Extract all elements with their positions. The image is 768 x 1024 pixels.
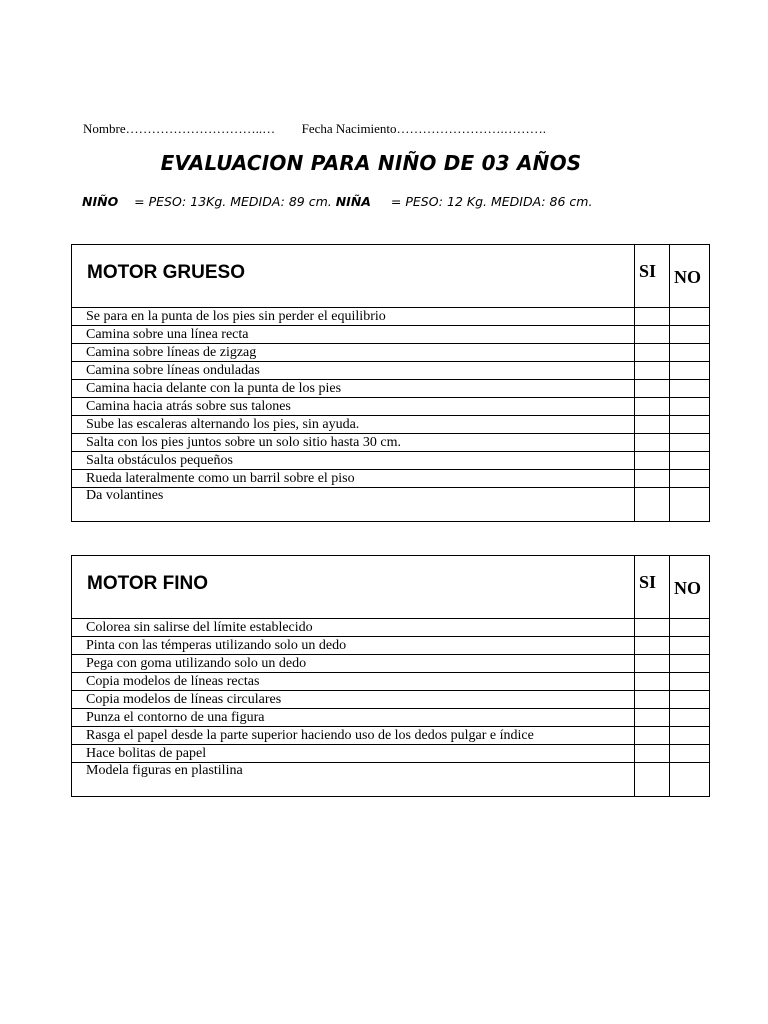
- motor-fino-table: [71, 555, 710, 797]
- no-checkbox-cell[interactable]: [670, 344, 710, 362]
- motor-fino-title: MOTOR FINO: [87, 573, 209, 594]
- si-checkbox-cell[interactable]: [635, 727, 670, 745]
- motor-fino-title-cell: [72, 556, 635, 619]
- no-checkbox-cell[interactable]: [670, 655, 710, 673]
- no-checkbox-cell[interactable]: [670, 727, 710, 745]
- nino-label: NIÑO: [82, 194, 119, 209]
- checklist-item-label: Hace bolitas de papel: [72, 745, 635, 763]
- checklist-row: [72, 637, 710, 655]
- checklist-row: [72, 655, 710, 673]
- no-checkbox-cell[interactable]: [670, 416, 710, 434]
- fecha-nacimiento-field-label: Fecha Nacimiento…………………….……….: [301, 121, 547, 136]
- si-checkbox-cell[interactable]: [635, 308, 670, 326]
- checklist-item-label: Rasga el papel desde la parte superior haciendo uso de los dedos pulgar e índice: [72, 727, 635, 745]
- checklist-row: [72, 727, 710, 745]
- nina-label: NIÑA: [335, 194, 371, 209]
- checklist-item-label: Modela figuras en plastilina: [72, 763, 635, 797]
- checklist-row: [72, 362, 710, 380]
- checklist-row: [72, 434, 710, 452]
- si-checkbox-cell[interactable]: [635, 434, 670, 452]
- checklist-row: [72, 326, 710, 344]
- no-header: NO: [674, 267, 701, 287]
- checklist-item-label: Se para en la punta de los pies sin perder el equilibrio: [72, 308, 635, 326]
- no-header: NO: [674, 578, 701, 598]
- checklist-row: [72, 488, 710, 522]
- nombre-field-label: Nombre…………………………..…: [83, 121, 276, 136]
- si-header: SI: [639, 261, 657, 281]
- no-checkbox-cell[interactable]: [670, 308, 710, 326]
- no-checkbox-cell[interactable]: [670, 691, 710, 709]
- checklist-row: [72, 691, 710, 709]
- checklist-row: [72, 619, 710, 637]
- no-header-cell: [670, 245, 710, 308]
- si-checkbox-cell[interactable]: [635, 691, 670, 709]
- si-header-cell: [635, 245, 670, 308]
- checklist-item-label: Camina sobre líneas onduladas: [72, 362, 635, 380]
- checklist-item-label: Camina hacia atrás sobre sus talones: [72, 398, 635, 416]
- motor-grueso-table: [71, 244, 710, 522]
- no-checkbox-cell[interactable]: [670, 763, 710, 797]
- checklist-item-label: Colorea sin salirse del límite establecido: [72, 619, 635, 637]
- checklist-item-label: Rueda lateralmente como un barril sobre el piso: [72, 470, 635, 488]
- checklist-item-label: Salta obstáculos pequeños: [72, 452, 635, 470]
- header-fields: [83, 121, 546, 137]
- checklist-row: [72, 763, 710, 797]
- no-checkbox-cell[interactable]: [670, 619, 710, 637]
- si-checkbox-cell[interactable]: [635, 655, 670, 673]
- nina-measures: = PESO: 12 Kg. MEDIDA: 86 cm.: [390, 194, 593, 209]
- checklist-item-label: Camina sobre una línea recta: [72, 326, 635, 344]
- no-checkbox-cell[interactable]: [670, 470, 710, 488]
- si-header-cell: [635, 556, 670, 619]
- checklist-item-label: Sube las escaleras alternando los pies, sin ayuda.: [72, 416, 635, 434]
- checklist-row: [72, 308, 710, 326]
- si-checkbox-cell[interactable]: [635, 398, 670, 416]
- checklist-row: [72, 344, 710, 362]
- document-title: EVALUACION PARA NIÑO DE 03 AÑOS: [160, 151, 582, 175]
- si-checkbox-cell[interactable]: [635, 745, 670, 763]
- checklist-row: [72, 452, 710, 470]
- si-checkbox-cell[interactable]: [635, 362, 670, 380]
- checklist-item-label: Copia modelos de líneas rectas: [72, 673, 635, 691]
- checklist-item-label: Copia modelos de líneas circulares: [72, 691, 635, 709]
- si-checkbox-cell[interactable]: [635, 344, 670, 362]
- reference-measures: [82, 194, 592, 209]
- checklist-row: [72, 470, 710, 488]
- no-checkbox-cell[interactable]: [670, 709, 710, 727]
- no-header-cell: [670, 556, 710, 619]
- no-checkbox-cell[interactable]: [670, 745, 710, 763]
- si-checkbox-cell[interactable]: [635, 326, 670, 344]
- no-checkbox-cell[interactable]: [670, 434, 710, 452]
- checklist-row: [72, 745, 710, 763]
- si-checkbox-cell[interactable]: [635, 637, 670, 655]
- checklist-item-label: Pega con goma utilizando solo un dedo: [72, 655, 635, 673]
- motor-grueso-title: MOTOR GRUESO: [87, 262, 245, 283]
- nino-measures: = PESO: 13Kg. MEDIDA: 89 cm.: [134, 194, 332, 209]
- no-checkbox-cell[interactable]: [670, 398, 710, 416]
- no-checkbox-cell[interactable]: [670, 637, 710, 655]
- si-checkbox-cell[interactable]: [635, 452, 670, 470]
- checklist-row: [72, 398, 710, 416]
- si-checkbox-cell[interactable]: [635, 709, 670, 727]
- checklist-item-label: Da volantines: [72, 488, 635, 522]
- checklist-item-label: Camina sobre líneas de zigzag: [72, 344, 635, 362]
- no-checkbox-cell[interactable]: [670, 673, 710, 691]
- si-checkbox-cell[interactable]: [635, 470, 670, 488]
- checklist-row: [72, 416, 710, 434]
- checklist-item-label: Salta con los pies juntos sobre un solo sitio hasta 30 cm.: [72, 434, 635, 452]
- si-checkbox-cell[interactable]: [635, 619, 670, 637]
- checklist-row: [72, 380, 710, 398]
- si-checkbox-cell[interactable]: [635, 380, 670, 398]
- motor-grueso-title-cell: [72, 245, 635, 308]
- si-checkbox-cell[interactable]: [635, 416, 670, 434]
- si-checkbox-cell[interactable]: [635, 673, 670, 691]
- no-checkbox-cell[interactable]: [670, 326, 710, 344]
- no-checkbox-cell[interactable]: [670, 488, 710, 522]
- si-checkbox-cell[interactable]: [635, 763, 670, 797]
- checklist-row: [72, 673, 710, 691]
- si-checkbox-cell[interactable]: [635, 488, 670, 522]
- no-checkbox-cell[interactable]: [670, 380, 710, 398]
- checklist-item-label: Camina hacia delante con la punta de los pies: [72, 380, 635, 398]
- no-checkbox-cell[interactable]: [670, 452, 710, 470]
- no-checkbox-cell[interactable]: [670, 362, 710, 380]
- checklist-row: [72, 709, 710, 727]
- checklist-item-label: Punza el contorno de una figura: [72, 709, 635, 727]
- si-header: SI: [639, 572, 657, 592]
- checklist-item-label: Pinta con las témperas utilizando solo un dedo: [72, 637, 635, 655]
